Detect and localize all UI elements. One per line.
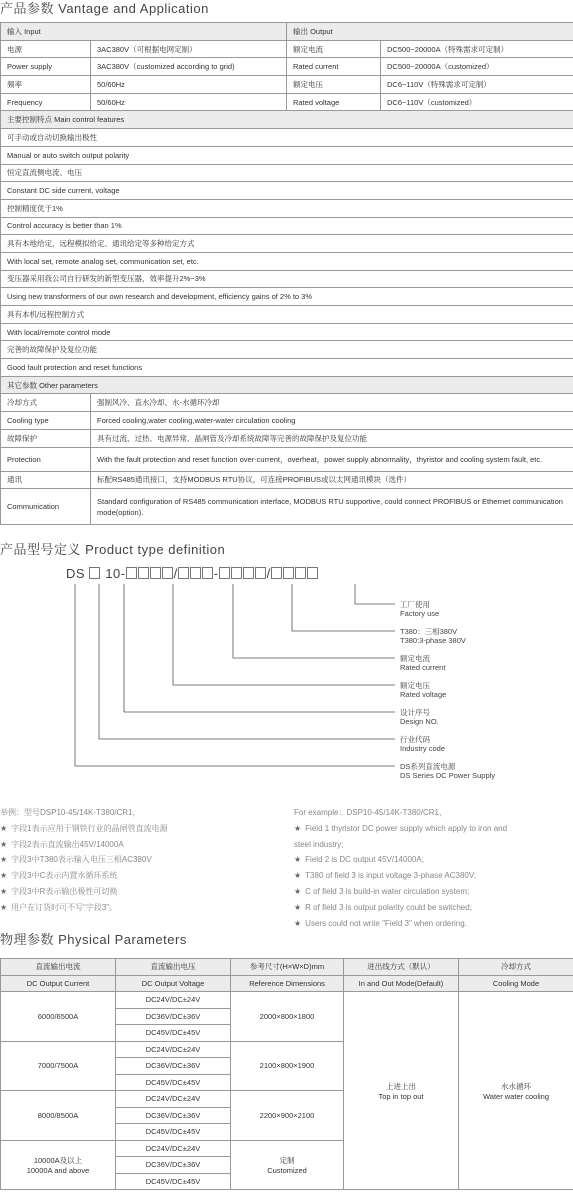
field-box	[89, 567, 100, 579]
feature-row	[1, 129, 573, 147]
column-header-en: In and Out Mode(Default)	[344, 975, 459, 992]
feature-row	[1, 288, 573, 306]
feature-text: 完善的故障保护及复位功能	[1, 341, 573, 359]
input-value: 50/60Hz	[91, 93, 287, 111]
bullet-star-icon: ★	[0, 839, 8, 849]
field-box	[178, 567, 189, 579]
feature-row	[1, 217, 573, 235]
type-label-cn: 额定电流	[400, 654, 430, 663]
type-field-label	[400, 654, 445, 672]
feature-row	[1, 164, 573, 182]
column-header-en: DC Output Current	[1, 975, 116, 992]
connector-line	[173, 584, 395, 685]
example-item-text: Field 2 is DC output 45V/14000A;	[305, 855, 424, 865]
example-item-text: C of field 3 is build-in water circulation system;	[305, 886, 470, 896]
bullet-star-icon: ★	[0, 886, 8, 896]
feature-row	[1, 252, 573, 270]
current-cell: 7000/7500A	[1, 1041, 116, 1091]
other-param-row	[1, 471, 573, 489]
connector-line	[233, 584, 395, 658]
type-section-title: 产品型号定义 Product type definition	[0, 542, 226, 557]
voltage-cell: DC24V/DC±24V	[116, 1091, 231, 1108]
feature-row	[1, 235, 573, 253]
voltage-cell: DC45V/DC±45V	[116, 1074, 231, 1091]
column-header-en: DC Output Voltage	[116, 975, 231, 992]
example-en	[294, 805, 507, 931]
type-field-label	[400, 627, 466, 645]
connector-line	[124, 584, 395, 712]
feature-text: With local set, remote analog set, communication set, etc.	[1, 252, 573, 270]
bullet-star-icon: ★	[0, 823, 8, 833]
column-header-en: Cooling Mode	[459, 975, 573, 992]
output-label: 额定电流	[287, 40, 381, 58]
connector-line	[99, 584, 395, 739]
input-header: 输入 Input	[1, 23, 287, 41]
dimensions-cell: 2000×800×1800	[231, 992, 344, 1042]
column-header-cn: 参考尺寸(H×W×D)mm	[231, 959, 344, 976]
param-label: Protection	[1, 447, 91, 471]
example-cn-title: 举例：型号DSP10-45/14K-T380/CR1，	[0, 808, 141, 817]
example-item-text: Field 1 thyristor DC power supply which apply to iron and	[305, 823, 508, 833]
field-box	[231, 567, 242, 579]
field-box	[307, 567, 318, 579]
input-value: 3AC380V（可根据电网定制）	[91, 40, 287, 58]
example-cn-item	[0, 868, 168, 884]
field-box	[138, 567, 149, 579]
type-connector-lines	[0, 580, 573, 770]
other-param-row	[1, 429, 573, 447]
example-item-text: 字段1表示应用于钢铁行业的晶闸管直流电源	[11, 823, 168, 833]
output-label: Rated current	[287, 58, 381, 76]
bullet-star-icon: ★	[294, 823, 302, 833]
type-label-cn: T380：三相380V	[400, 627, 458, 636]
type-label-cn: DS系列直流电源	[400, 762, 456, 771]
current-cell: 6000/6500A	[1, 992, 116, 1042]
example-item-text: 字段2表示直流输出45V/14000A	[11, 839, 124, 849]
example-cn-item	[0, 884, 168, 900]
example-item-text: T380 of field 3 is input voltage 3-phase AC380V;	[305, 871, 477, 881]
model-code	[66, 566, 319, 581]
example-cn-item	[0, 837, 168, 853]
example-cn	[0, 805, 168, 916]
bullet-star-icon: ★	[0, 902, 8, 912]
feature-row	[1, 182, 573, 200]
example-en-item	[294, 916, 507, 932]
feature-text: Manual or auto switch output polarity	[1, 146, 573, 164]
feature-text: 控制精度优于1%	[1, 199, 573, 217]
feature-text: 可手动或自动切换输出极性	[1, 129, 573, 147]
param-value: With the fault protection and reset function over-current，overheat，power supply abnormality，thyristor and cooling system fault, etc.	[91, 447, 573, 471]
physical-table	[0, 958, 573, 1190]
param-label: 通讯	[1, 471, 91, 489]
output-label: Rated voltage	[287, 93, 381, 111]
feature-row	[1, 270, 573, 288]
feature-text: 具有本地给定、远程模拟给定、通讯给定等多种给定方式	[1, 235, 573, 253]
example-cn-item	[0, 821, 168, 837]
vantage-table	[0, 22, 573, 525]
feature-text: Good fault protection and reset functions	[1, 359, 573, 377]
example-item-text: 用户在订货时可不写“字段3”。	[11, 902, 117, 912]
example-en-item	[294, 852, 507, 868]
model-slash: /	[173, 566, 178, 581]
type-label-en: Rated voltage	[400, 690, 447, 699]
input-label: Power supply	[1, 58, 91, 76]
output-value: DC6~110V（特殊需求可定制）	[381, 76, 573, 94]
feature-text: With local/remote control mode	[1, 323, 573, 341]
feature-text: 恒定直流侧电流、电压	[1, 164, 573, 182]
model-dash: -	[213, 566, 219, 581]
field-box	[190, 567, 201, 579]
type-field-label	[400, 681, 446, 699]
dimensions-cell: 定制 Customized	[231, 1140, 344, 1190]
type-field-label	[400, 735, 445, 753]
output-value: DC500~20000A（特殊需求可定制）	[381, 40, 573, 58]
param-label: 冷却方式	[1, 394, 91, 412]
feature-text: 变压器采用我公司自行研发的新型变压器，效率提升2%~3%	[1, 270, 573, 288]
bullet-star-icon: ★	[294, 855, 302, 865]
bullet-star-icon: ★	[294, 902, 302, 912]
example-item-text: 字段3中R表示输出极性可切换	[11, 886, 118, 896]
example-cn-item	[0, 900, 168, 916]
connector-line	[355, 584, 395, 604]
type-label-cn: 工厂使用	[400, 600, 430, 609]
field-box	[219, 567, 230, 579]
physical-section-title: 物理参数 Physical Parameters	[0, 932, 187, 947]
cooling-cell: 水水循环 Water water cooling	[459, 992, 573, 1190]
example-item-text: steel industry;	[294, 839, 344, 849]
feature-row	[1, 146, 573, 164]
voltage-cell: DC36V/DC±36V	[116, 1058, 231, 1075]
param-label: 故障保护	[1, 429, 91, 447]
field-box	[295, 567, 306, 579]
output-value: DC500~20000A（customized）	[381, 58, 573, 76]
dimensions-cell: 2200×900×2100	[231, 1091, 344, 1141]
bullet-star-icon: ★	[294, 918, 302, 928]
model-prefix: DS	[66, 566, 86, 581]
field-box	[126, 567, 137, 579]
mode-cell: 上进上出 Top in top out	[344, 992, 459, 1190]
field-box	[162, 567, 173, 579]
voltage-cell: DC36V/DC±36V	[116, 1157, 231, 1174]
field-box	[283, 567, 294, 579]
other-header: 其它参数 Other parameters	[1, 376, 573, 394]
type-label-cn: 设计序号	[400, 708, 430, 717]
feature-text: Using new transformers of our own research and development, efficiency gains of 2% to 3%	[1, 288, 573, 306]
feature-text: Constant DC side current, voltage	[1, 182, 573, 200]
model-mid: 10-	[105, 566, 126, 581]
example-item-text: R of field 3 is output polarity could be switched;	[305, 902, 472, 912]
feature-row	[1, 341, 573, 359]
output-value: DC6~110V（customized）	[381, 93, 573, 111]
example-item-text: Users could not write "Field 3" when ordering.	[305, 918, 467, 928]
voltage-cell: DC24V/DC±24V	[116, 992, 231, 1009]
type-label-en: Industry code	[400, 744, 446, 753]
feature-row	[1, 306, 573, 324]
example-item-text: 字段3中C表示内置水循环系统	[11, 871, 118, 881]
param-value: Standard configuration of RS485 communication interface, MODBUS RTU supportive, could connect PROFIBUS or Ethernet communication mode(option).	[91, 489, 573, 525]
connector-line	[292, 584, 395, 631]
type-label-cn: 行业代码	[400, 735, 430, 744]
bullet-star-icon: ★	[294, 871, 302, 881]
voltage-cell: DC45V/DC±45V	[116, 1124, 231, 1141]
column-header-cn: 进出线方式（默认）	[344, 959, 459, 976]
param-label: Communication	[1, 489, 91, 525]
param-value: 具有过流、过热、电源异常、晶闸管及冷却系统故障等完善的故障保护及复位功能	[91, 429, 573, 447]
input-value: 50/60Hz	[91, 76, 287, 94]
example-en-item	[294, 821, 507, 837]
model-slash: /	[266, 566, 271, 581]
input-label: Frequency	[1, 93, 91, 111]
feature-text: 具有本机/远程控制方式	[1, 306, 573, 324]
field-box	[243, 567, 254, 579]
bullet-star-icon: ★	[294, 886, 302, 896]
column-header-cn: 冷却方式	[459, 959, 573, 976]
input-label: 频率	[1, 76, 91, 94]
param-label: Cooling type	[1, 412, 91, 430]
voltage-cell: DC45V/DC±45V	[116, 1025, 231, 1042]
feature-row	[1, 323, 573, 341]
table-row	[1, 992, 573, 1009]
other-param-row	[1, 447, 573, 471]
other-param-row	[1, 394, 573, 412]
field-box	[271, 567, 282, 579]
example-item-text: 字段3中T380表示输入电压三相AC380V	[11, 855, 152, 865]
other-param-row	[1, 489, 573, 525]
field-box	[255, 567, 266, 579]
type-label-en: DS Series DC Power Supply	[400, 771, 496, 780]
current-cell: 8000/8500A	[1, 1091, 116, 1141]
type-label-en: Factory use	[400, 609, 440, 618]
example-en-title: For example：DSP10-45/14K-T380/CR1，	[294, 808, 447, 817]
type-field-label	[400, 708, 439, 726]
feature-row	[1, 359, 573, 377]
bullet-star-icon: ★	[0, 855, 8, 865]
io-row	[1, 40, 573, 58]
output-header: 输出 Output	[287, 23, 573, 41]
dimensions-cell: 2100×800×1900	[231, 1041, 344, 1091]
feature-row	[1, 199, 573, 217]
input-label: 电源	[1, 40, 91, 58]
field-box	[202, 567, 213, 579]
current-cell: 10000A及以上 10000A and above	[1, 1140, 116, 1190]
example-cn-item	[0, 852, 168, 868]
other-param-row	[1, 412, 573, 430]
column-header-en: Reference Dimensions	[231, 975, 344, 992]
example-en-item	[294, 884, 507, 900]
vantage-section-title: 产品参数 Vantage and Application	[0, 1, 209, 16]
io-row	[1, 58, 573, 76]
type-field-label	[400, 762, 495, 780]
field-box	[150, 567, 161, 579]
input-value: 3AC380V（customized according to grid)	[91, 58, 287, 76]
voltage-cell: DC36V/DC±36V	[116, 1107, 231, 1124]
type-label-cn: 额定电压	[400, 681, 430, 690]
param-value: 强制风冷、直水冷却、水-水循环冷却	[91, 394, 573, 412]
example-en-item	[294, 837, 507, 853]
column-header-cn: 直流输出电流	[1, 959, 116, 976]
type-label-en: Design NO.	[400, 717, 439, 726]
io-row	[1, 76, 573, 94]
voltage-cell: DC24V/DC±24V	[116, 1041, 231, 1058]
features-header: 主要控制特点 Main control features	[1, 111, 573, 129]
example-en-item	[294, 900, 507, 916]
voltage-cell: DC24V/DC±24V	[116, 1140, 231, 1157]
output-label: 额定电压	[287, 76, 381, 94]
feature-text: Control accuracy is better than 1%	[1, 217, 573, 235]
voltage-cell: DC36V/DC±36V	[116, 1008, 231, 1025]
example-en-item	[294, 868, 507, 884]
column-header-cn: 直流输出电压	[116, 959, 231, 976]
param-value: Forced cooling,water cooling,water-water circulation cooling	[91, 412, 573, 430]
type-label-en: T380:3-phase 380V	[400, 636, 466, 645]
type-label-en: Rated current	[400, 663, 446, 672]
type-field-label	[400, 600, 439, 618]
voltage-cell: DC45V/DC±45V	[116, 1173, 231, 1190]
bullet-star-icon: ★	[0, 871, 8, 881]
param-value: 标配RS485通讯接口，支持MODBUS RTU协议，可连接PROFIBUS或以太网通讯模块（选件）	[91, 471, 573, 489]
io-row	[1, 93, 573, 111]
